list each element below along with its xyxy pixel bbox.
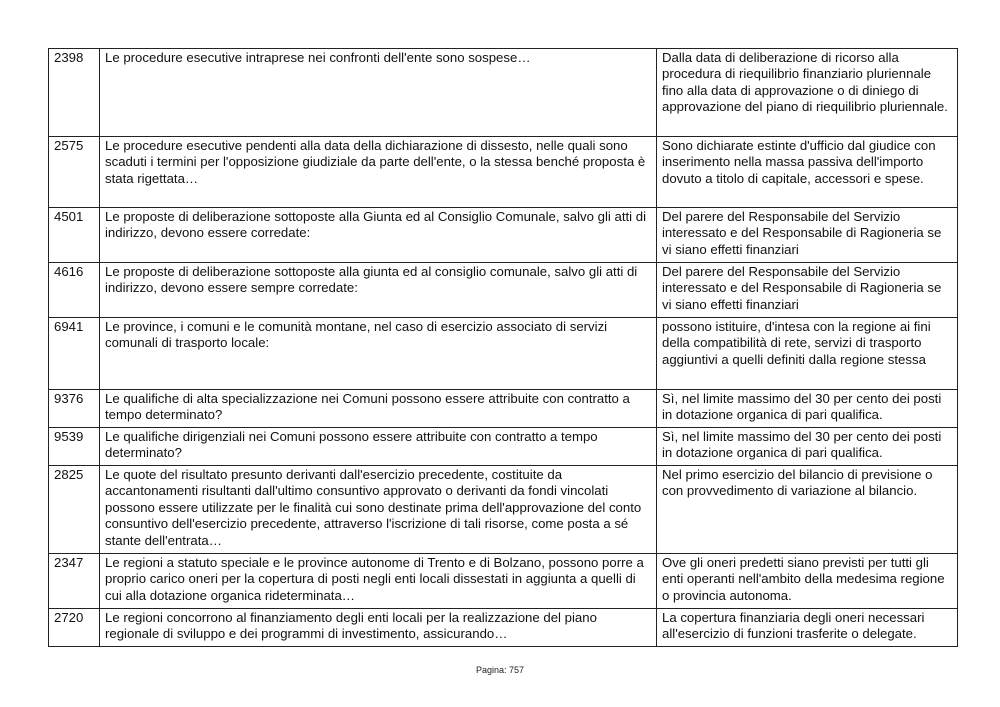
question-id: 4501 [49,208,100,263]
question-id: 9376 [49,390,100,428]
question-id: 2398 [49,49,100,137]
question-id: 6941 [49,318,100,390]
table-row [49,390,958,428]
answer-text: Sono dichiarate estinte d'ufficio dal giudice con inserimento nella massa passiva dell'importo dovuto a titolo di capitale, accessori e spese. [657,137,958,208]
question-id: 2347 [49,554,100,609]
question-text: Le province, i comuni e le comunità montane, nel caso di esercizio associato di servizi comunali di trasporto locale: [100,318,657,390]
table-row [49,263,958,318]
question-text: Le qualifiche di alta specializzazione nei Comuni possono essere attribuite con contratto a tempo determinato? [100,390,657,428]
question-text: Le procedure esecutive intraprese nei confronti dell'ente sono sospese… [100,49,657,137]
table-row [49,208,958,263]
table-row [49,428,958,466]
question-id: 9539 [49,428,100,466]
question-text: Le quote del risultato presunto derivanti dall'esercizio precedente, costituite da accantonamenti risultanti dall'ultimo consuntivo approvato o derivanti da fondi vincolati possono essere utilizzate per le finalità cui sono destinate prima dell'approvazione del conto consuntivo dell'esercizio precedente, attraverso l'iscrizione di tali risorse, come posta a sé stante dell'entrata… [100,466,657,554]
question-text: Le regioni concorrono al finanziamento degli enti locali per la realizzazione del piano regionale di sviluppo e dei programmi di investimento, assicurando… [100,609,657,647]
answer-text: La copertura finanziaria degli oneri necessari all'esercizio di funzioni trasferite o delegate. [657,609,958,647]
answer-text: Del parere del Responsabile del Servizio interessato e del Responsabile di Ragioneria se vi siano effetti finanziari [657,208,958,263]
question-id: 2575 [49,137,100,208]
table-row [49,318,958,390]
question-text: Le proposte di deliberazione sottoposte alla giunta ed al consiglio comunale, salvo gli atti di indirizzo, devono essere sempre corredate: [100,263,657,318]
question-text: Le procedure esecutive pendenti alla data della dichiarazione di dissesto, nelle quali sono scaduti i termini per l'opposizione giudiziale da parte dell'ente, o la stessa benché proposta è stata rigettata… [100,137,657,208]
answer-text: Sì, nel limite massimo del 30 per cento dei posti in dotazione organica di pari qualifica. [657,390,958,428]
table-row [49,609,958,647]
answer-text: Del parere del Responsabile del Servizio interessato e del Responsabile di Ragioneria se vi siano effetti finanziari [657,263,958,318]
qa-table-body [49,49,958,647]
table-row [49,137,958,208]
table-row [49,554,958,609]
answer-text: Dalla data di deliberazione di ricorso alla procedura di riequilibrio finanziario pluriennale fino alla data di approvazione o di diniego di approvazione del piano di riequilibrio pluriennale. [657,49,958,137]
question-text: Le qualifiche dirigenziali nei Comuni possono essere attribuite con contratto a tempo determinato? [100,428,657,466]
answer-text: Ove gli oneri predetti siano previsti per tutti gli enti operanti nell'ambito della medesima regione o provincia autonoma. [657,554,958,609]
question-id: 2825 [49,466,100,554]
question-text: Le regioni a statuto speciale e le province autonome di Trento e di Bolzano, possono porre a proprio carico oneri per la copertura di posti negli enti locali dissestati in aggiunta a quelli di cui alla dotazione organica rideterminata… [100,554,657,609]
answer-text: possono istituire, d'intesa con la regione ai fini della compatibilità di rete, servizi di trasporto aggiuntivi a quelli definiti dalla regione stessa [657,318,958,390]
question-id: 4616 [49,263,100,318]
answer-text: Sì, nel limite massimo del 30 per cento dei posti in dotazione organica di pari qualifica. [657,428,958,466]
page-number: Pagina: 757 [475,665,525,675]
answer-text: Nel primo esercizio del bilancio di previsione o con provvedimento di variazione al bilancio. [657,466,958,554]
qa-table [48,48,958,647]
question-text: Le proposte di deliberazione sottoposte alla Giunta ed al Consiglio Comunale, salvo gli atti di indirizzo, devono essere corredate: [100,208,657,263]
table-row [49,49,958,137]
question-id: 2720 [49,609,100,647]
table-row [49,466,958,554]
